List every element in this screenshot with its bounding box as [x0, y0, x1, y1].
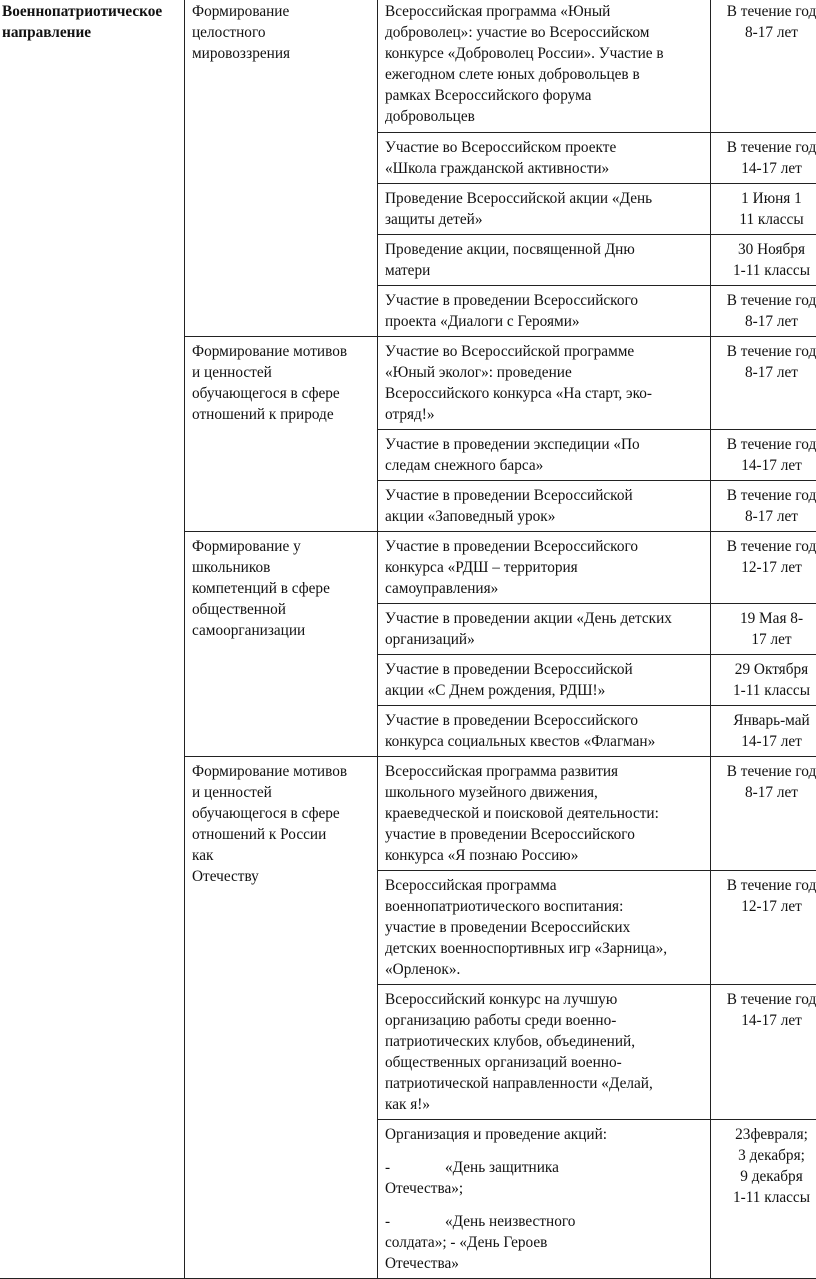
- goal-cell-line: отношений к России: [192, 824, 371, 845]
- term-cell-line: 1-11 классы: [713, 680, 816, 701]
- action-text: «День неизвестного: [445, 1213, 575, 1230]
- activity-cell-line: Участие в проведении экспедиции «По: [385, 434, 704, 455]
- term-cell-line: 3 декабря;: [713, 1145, 816, 1166]
- term-cell: [711, 430, 816, 481]
- term-cell-line: 1-11 классы: [713, 260, 816, 281]
- goal-cell-line: Формирование мотивов: [192, 761, 371, 782]
- goal-cell-line: и ценностей: [192, 362, 371, 383]
- activity-cell: [378, 1120, 711, 1279]
- goal-cell-line: как: [192, 845, 371, 866]
- term-cell: [711, 235, 816, 286]
- activity-cell-line: конкурса «РДШ – территория: [385, 557, 704, 578]
- term-cell-line: 17 лет: [713, 629, 816, 650]
- activity-cell-line: Всероссийская программа: [385, 875, 704, 896]
- activity-cell: [378, 655, 711, 706]
- activity-cell-line: патриотической направленности «Делай,: [385, 1073, 704, 1094]
- activity-cell-line: Всероссийский конкурс на лучшую: [385, 989, 704, 1010]
- goal-cell-line: общественной: [192, 599, 371, 620]
- action-text: «День защитника: [445, 1159, 559, 1176]
- activity-cell-line: школьного музейного движения,: [385, 782, 704, 803]
- activity-cell: [378, 604, 711, 655]
- activity-cell: [378, 706, 711, 757]
- activity-cell-line: проекта «Диалоги с Героями»: [385, 311, 704, 332]
- action-text: солдата»; - «День Героев: [385, 1232, 704, 1253]
- goal-cell-line: Формирование у: [192, 536, 371, 557]
- activity-cell-line: участие в проведении Всероссийского: [385, 824, 704, 845]
- goal-cell-line: мировоззрения: [192, 43, 371, 64]
- activity-cell: [378, 184, 711, 235]
- goal-cell-line: школьников: [192, 557, 371, 578]
- term-cell-line: Январь-май: [713, 710, 816, 731]
- goal-cell-line: целостного: [192, 22, 371, 43]
- activity-cell-line: Участие в проведении Всероссийского: [385, 536, 704, 557]
- activity-cell-line: Всероссийского конкурса «На старт, эко-: [385, 383, 704, 404]
- activity-cell-line: Участие во Всероссийской программе: [385, 341, 704, 362]
- activity-cell-line: общественных организаций военно-: [385, 1052, 704, 1073]
- activity-cell: [378, 532, 711, 604]
- activity-cell-line: Участие в проведении Всероссийского: [385, 710, 704, 731]
- activity-cell-line: краеведческой и поисковой деятельности:: [385, 803, 704, 824]
- activity-cell: [378, 481, 711, 532]
- term-cell-line: 14-17 лет: [713, 1010, 816, 1031]
- activity-cell-line: как я!»: [385, 1094, 704, 1115]
- activity-cell-line: матери: [385, 260, 704, 281]
- activity-cell-line: акции «Заповедный урок»: [385, 506, 704, 527]
- action-item: [385, 1157, 704, 1178]
- goal-cell: [185, 0, 378, 337]
- term-cell: [711, 1120, 816, 1279]
- term-cell: [711, 871, 816, 985]
- goal-cell: [185, 337, 378, 532]
- activity-cell-line: самоуправления»: [385, 578, 704, 599]
- term-cell-line: 14-17 лет: [713, 158, 816, 179]
- activity-cell: [378, 757, 711, 871]
- term-cell-line: 8-17 лет: [713, 311, 816, 332]
- activity-cell-line: Проведение акции, посвященной Дню: [385, 239, 704, 260]
- term-cell-line: 29 Октября: [713, 659, 816, 680]
- term-cell-line: В течение год: [713, 1, 816, 22]
- goal-cell-line: Формирование мотивов: [192, 341, 371, 362]
- activity-cell-line: Проведение Всероссийской акции «День: [385, 188, 704, 209]
- activity-cell-line: детских военноспортивных игр «Зарница»,: [385, 938, 704, 959]
- list-marker: -: [385, 1157, 445, 1178]
- action-text: Отечества»: [385, 1253, 704, 1274]
- term-cell-line: 8-17 лет: [713, 782, 816, 803]
- term-cell-line: В течение год: [713, 536, 816, 557]
- activity-cell-line: «Орленок».: [385, 959, 704, 980]
- goal-cell-line: Формирование: [192, 1, 371, 22]
- activity-cell-line: патриотических клубов, объединений,: [385, 1031, 704, 1052]
- activity-cell-line: Участие в проведении Всероссийского: [385, 290, 704, 311]
- term-cell-line: 23февраля;: [713, 1124, 816, 1145]
- activity-cell-line: Всероссийская программа развития: [385, 761, 704, 782]
- activity-cell-line: защиты детей»: [385, 209, 704, 230]
- term-cell-line: В течение год: [713, 875, 816, 896]
- activity-cell-line: ежегодном слете юных добровольцев в: [385, 64, 704, 85]
- term-cell-line: 9 декабря: [713, 1166, 816, 1187]
- term-cell-line: В течение год: [713, 341, 816, 362]
- term-cell-line: 8-17 лет: [713, 362, 816, 383]
- term-cell: [711, 706, 816, 757]
- activity-cell: [378, 133, 711, 184]
- term-cell: [711, 985, 816, 1120]
- term-cell-line: 19 Мая 8-: [713, 608, 816, 629]
- activity-cell-line: Участие в проведении акции «День детских: [385, 608, 704, 629]
- activity-cell-line: организацию работы среди военно-: [385, 1010, 704, 1031]
- term-cell-line: 12-17 лет: [713, 557, 816, 578]
- direction-cell: Военнопатриотическое направление: [0, 0, 185, 1279]
- activity-cell: [378, 235, 711, 286]
- goal-cell-line: обучающегося в сфере: [192, 383, 371, 404]
- list-marker: -: [385, 1211, 445, 1232]
- activity-cell: [378, 286, 711, 337]
- activity-cell: [378, 337, 711, 430]
- term-cell: [711, 481, 816, 532]
- term-cell: [711, 604, 816, 655]
- activity-cell-line: доброволец»: участие во Всероссийском: [385, 22, 704, 43]
- term-cell: [711, 184, 816, 235]
- goal-cell-line: отношений к природе: [192, 404, 371, 425]
- term-cell-line: В течение год: [713, 761, 816, 782]
- activity-cell-line: Участие в проведении Всероссийской: [385, 485, 704, 506]
- term-cell-line: 11 классы: [713, 209, 816, 230]
- activity-intro: Организация и проведение акций:: [385, 1124, 704, 1145]
- activity-cell: [378, 430, 711, 481]
- activity-cell-line: Участие в проведении Всероссийской: [385, 659, 704, 680]
- term-cell-line: 8-17 лет: [713, 22, 816, 43]
- term-cell-line: 14-17 лет: [713, 455, 816, 476]
- activity-cell-line: конкурса «Я познаю Россию»: [385, 845, 704, 866]
- goal-cell: [185, 757, 378, 1279]
- term-cell: [711, 337, 816, 430]
- activity-cell-line: Всероссийская программа «Юный: [385, 1, 704, 22]
- term-cell-line: 1-11 классы: [713, 1187, 816, 1208]
- goal-cell-line: обучающегося в сфере: [192, 803, 371, 824]
- term-cell-line: В течение год: [713, 485, 816, 506]
- term-cell-line: В течение год: [713, 989, 816, 1010]
- goal-cell-line: и ценностей: [192, 782, 371, 803]
- activity-cell: [378, 871, 711, 985]
- activity-cell-line: участие в проведении Всероссийских: [385, 917, 704, 938]
- term-cell-line: 30 Ноября: [713, 239, 816, 260]
- goal-cell-line: компетенций в сфере: [192, 578, 371, 599]
- activity-cell-line: Участие во Всероссийском проекте: [385, 137, 704, 158]
- term-cell: [711, 757, 816, 871]
- term-cell-line: В течение год: [713, 434, 816, 455]
- goal-cell-line: Отечеству: [192, 866, 371, 887]
- activity-cell: [378, 0, 711, 133]
- term-cell: [711, 655, 816, 706]
- activity-cell-line: военнопатриотического воспитания:: [385, 896, 704, 917]
- activity-cell-line: добровольцев: [385, 106, 704, 127]
- term-cell-line: 1 Июня 1: [713, 188, 816, 209]
- term-cell: [711, 0, 816, 133]
- activity-cell-line: следам снежного барса»: [385, 455, 704, 476]
- goal-cell: [185, 532, 378, 757]
- term-cell-line: В течение год: [713, 137, 816, 158]
- action-item: [385, 1211, 704, 1232]
- activity-cell-line: конкурса социальных квестов «Флагман»: [385, 731, 704, 752]
- term-cell: [711, 133, 816, 184]
- activity-cell-line: организаций»: [385, 629, 704, 650]
- term-cell-line: 8-17 лет: [713, 506, 816, 527]
- activity-cell: [378, 985, 711, 1120]
- goal-cell-line: самоорганизации: [192, 620, 371, 641]
- activity-cell-line: «Юный эколог»: проведение: [385, 362, 704, 383]
- activity-cell-line: «Школа гражданской активности»: [385, 158, 704, 179]
- activity-cell-line: конкурсе «Доброволец России». Участие в: [385, 43, 704, 64]
- term-cell-line: В течение год: [713, 290, 816, 311]
- term-cell-line: 14-17 лет: [713, 731, 816, 752]
- term-cell: [711, 286, 816, 337]
- term-cell: [711, 532, 816, 604]
- table-row: [0, 0, 816, 133]
- term-cell-line: 12-17 лет: [713, 896, 816, 917]
- activity-cell-line: акции «С Днем рождения, РДШ!»: [385, 680, 704, 701]
- activity-cell-line: отряд!»: [385, 404, 704, 425]
- action-text: Отечества»;: [385, 1178, 704, 1199]
- activity-cell-line: рамках Всероссийского форума: [385, 85, 704, 106]
